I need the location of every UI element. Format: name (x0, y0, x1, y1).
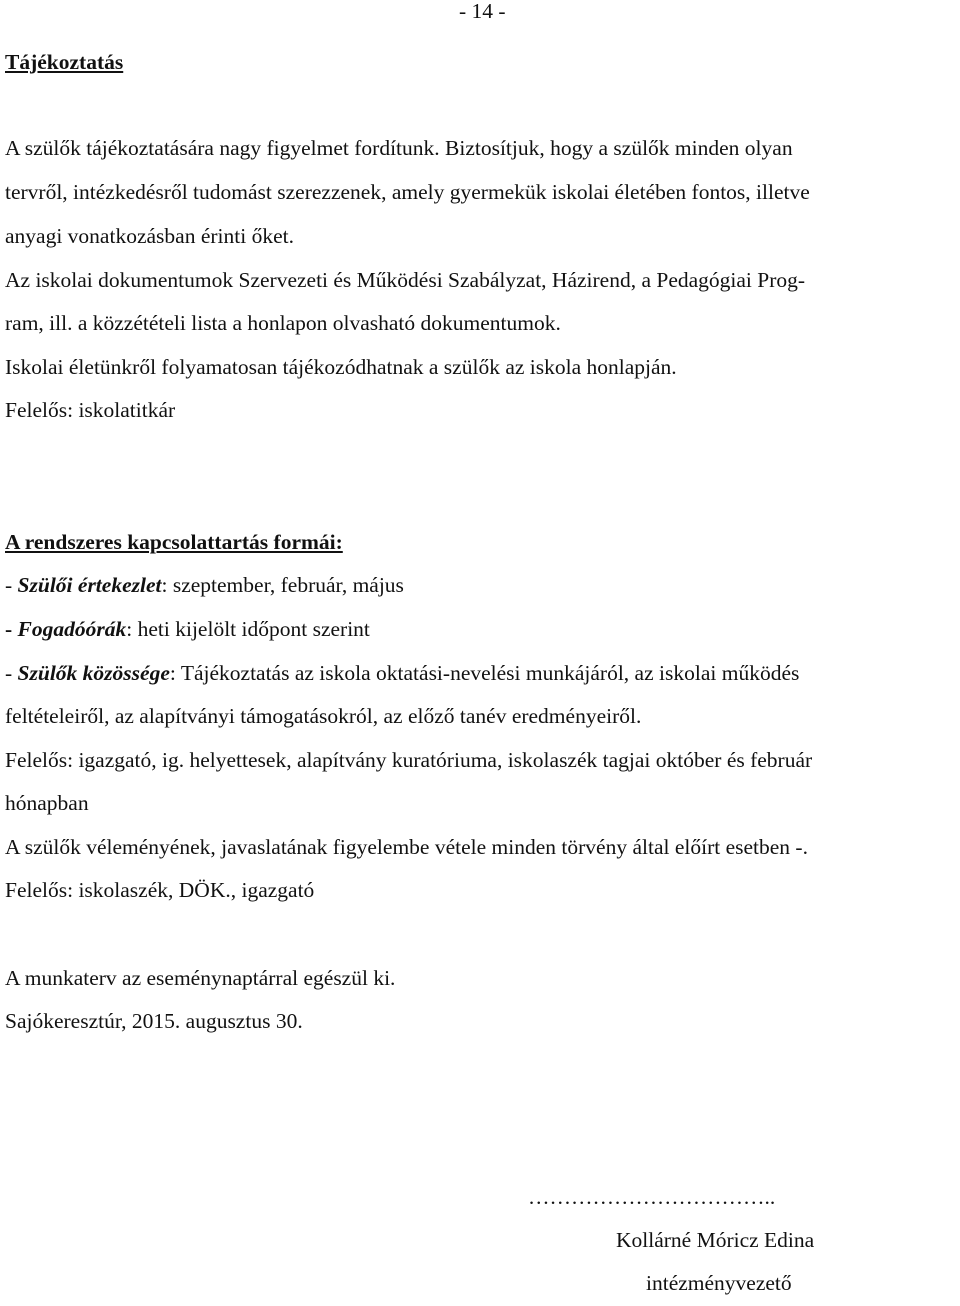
paragraph-line: anyagi vonatkozásban érinti őket. (5, 224, 294, 248)
paragraph-line: A szülők tájékoztatására nagy figyelmet fordítunk. Biztosítjuk, hogy a szülők minden olyan (5, 136, 793, 160)
paragraph-line: Az iskolai dokumentumok Szervezeti és Működési Szabályzat, Házirend, a Pedagógiai Prog- (5, 268, 806, 292)
responsible-line: Felelős: iskolatitkár (5, 398, 176, 422)
list-item-prefix: - (5, 573, 18, 597)
page-number: - 14 - (459, 0, 506, 23)
paragraph-line: ram, ill. a közzétételi lista a honlapon olvasható dokumentumok. (5, 311, 561, 335)
paragraph-line: Iskolai életünkről folyamatosan tájékozódhatnak a szülők az iskola honlapján. (5, 355, 677, 379)
list-item-term: Szülők közössége (17, 661, 170, 685)
list-item-term: Fogadóórák (17, 617, 127, 641)
responsible-line: Felelős: igazgató, ig. helyettesek, alapítvány kuratóriuma, iskolaszék tagjai október és február (5, 748, 813, 772)
paragraph-line: A szülők véleményének, javaslatának figyelembe vétele minden törvény által előírt esetben -. (5, 835, 808, 859)
list-item-text: : heti kijelölt időpont szerint (126, 617, 370, 641)
section-title-tajekoztatas: Tájékoztatás (5, 50, 124, 74)
list-item (5, 608, 370, 652)
list-item-prefix: - (5, 617, 18, 641)
closing-line: A munkaterv az eseménynaptárral egészül ki. (5, 966, 396, 990)
list-item-term: Szülői értekezlet (17, 573, 162, 597)
signature-dotted-line: …………………………….. (528, 1185, 776, 1209)
signatory-title: intézményvezető (646, 1271, 792, 1295)
list-item (5, 652, 799, 696)
section-title-kapcsolattartas: A rendszeres kapcsolattartás formái: (5, 530, 343, 554)
list-item (5, 564, 404, 608)
paragraph-line: hónapban (5, 791, 89, 815)
paragraph-line: feltételeiről, az alapítványi támogatásokról, az előző tanév eredményeiről. (5, 704, 642, 728)
list-item-text: : szeptember, február, május (161, 573, 404, 597)
signatory-name: Kollárné Móricz Edina (616, 1228, 815, 1252)
date-place-line: Sajókeresztúr, 2015. augusztus 30. (5, 1009, 303, 1033)
paragraph-line: tervről, intézkedésről tudomást szerezzenek, amely gyermekük iskolai életében fontos, illetve (5, 180, 810, 204)
responsible-line: Felelős: iskolaszék, DÖK., igazgató (5, 878, 315, 902)
list-item-text: : Tájékoztatás az iskola oktatási-nevelési munkájáról, az iskolai működés (169, 661, 800, 685)
list-item-prefix: - (5, 661, 18, 685)
